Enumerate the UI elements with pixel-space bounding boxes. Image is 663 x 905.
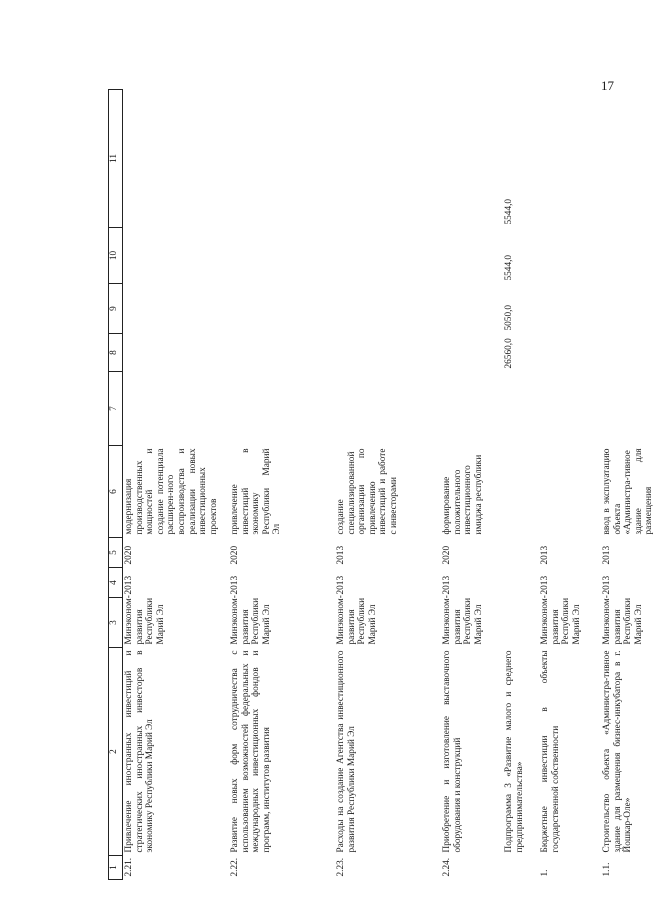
end-year: 2013 (540, 545, 550, 565)
cell-col-7 (123, 372, 230, 446)
cell-col-8 (229, 334, 335, 372)
table-row (335, 90, 441, 880)
funding-col-9: 5050,0 (504, 304, 514, 331)
cell-col-7 (335, 372, 441, 446)
row-number: 2.22. (230, 857, 240, 877)
header-cell: 1 (109, 856, 123, 880)
measure-name: Приобретение и изготовление выставочного оборудования и конструкций (442, 650, 463, 853)
start-year: 2013 (602, 575, 612, 595)
expected-result: модернизация производственных мощностей и создание потенциала расширен-ного воспроизводства и реализации новых инвестиционных проектов (124, 448, 219, 535)
row-number: 2.24. (442, 857, 452, 877)
table-row (229, 90, 335, 880)
cell-col-10 (123, 228, 230, 284)
cell-col-9 (335, 284, 441, 334)
executor: Минэконом-развития Республики Марий Эл (442, 595, 484, 645)
column-number-header (109, 90, 123, 880)
measure-name: Привлечение иностранных инвестиций и стратегических иностранных инвесторов в экономику Республики Марий Эл (124, 650, 156, 853)
start-year: 2013 (230, 575, 240, 595)
expected-result: привлечение инвестиций в экономику Республики Марий Эл (230, 448, 283, 535)
cell-col-8 (539, 334, 601, 372)
cell-col-9 (123, 284, 230, 334)
executor: Минэконом-развития Республики Марий Эл (124, 595, 166, 645)
executor: Минэконом-развития Республики Марий Эл (540, 595, 582, 645)
end-year: 2020 (230, 545, 240, 565)
cell-col-7 (539, 372, 601, 446)
cell-col-10 (601, 228, 663, 284)
cell-col-7 (229, 372, 335, 446)
cell-col-8 (441, 334, 503, 372)
cell-col-9 (229, 284, 335, 334)
end-year: 2020 (442, 545, 452, 565)
expected-result (503, 446, 539, 538)
cell-col-11 (601, 90, 663, 228)
expected-result (539, 446, 601, 538)
cell-col-11 (539, 90, 601, 228)
cell-col-11 (441, 90, 503, 228)
cell-col-8 (601, 334, 663, 372)
header-cell: 8 (109, 334, 123, 372)
row-number: 1.1. (602, 862, 612, 877)
end-year (503, 538, 539, 568)
table-row (441, 90, 503, 880)
header-cell: 2 (109, 648, 123, 856)
executor: Минэконом-развития Республики Марий Эл (336, 595, 378, 645)
header-cell: 11 (109, 90, 123, 228)
table-row (601, 90, 663, 880)
header-cell: 7 (109, 372, 123, 446)
start-year: 2013 (540, 575, 550, 595)
executor: Минэконом-развития Республики Марий Эл (602, 595, 644, 645)
rotated-table-sheet (108, 90, 655, 880)
header-cell: 3 (109, 598, 123, 648)
cell-col-11 (229, 90, 335, 228)
cell-col-7 (601, 372, 663, 446)
program-measures-table (108, 89, 663, 880)
cell-col-11 (335, 90, 441, 228)
row-number: 1. (540, 869, 550, 877)
expected-result: создание специализированной организации по привлечению инвестиций и работе с инвесторами (336, 448, 399, 535)
funding-total: 26560,0 (504, 338, 514, 369)
measure-name: Развитие новых форм сотрудничества с использованием возможностей федеральных и международных инвестиционных фондов и программ, институтов развития (230, 650, 272, 853)
start-year: 2013 (124, 575, 134, 595)
cell-col-8 (123, 334, 230, 372)
end-year: 2013 (336, 545, 346, 565)
end-year: 2013 (602, 545, 612, 565)
cell-col-9 (539, 284, 601, 334)
header-cell: 5 (109, 538, 123, 568)
cell-col-10 (335, 228, 441, 284)
executor (503, 598, 539, 648)
start-year: 2013 (442, 575, 452, 595)
measure-name: Строительство объекта «Администра-тивное здание для размещения бизнес-инкубатора в г. Йошкар-Оле» (602, 650, 634, 853)
row-number: 2.23. (336, 857, 346, 877)
header-cell: 9 (109, 284, 123, 334)
cell-col-10 (229, 228, 335, 284)
start-year (503, 568, 539, 598)
funding-col-10: 5544,0 (504, 254, 514, 281)
cell-col-7 (503, 372, 539, 446)
cell-col-10 (441, 228, 503, 284)
cell-col-8 (335, 334, 441, 372)
subprogram-title: Подпрограмма 3 «Развитие малого и среднего предпринимательства» (504, 650, 525, 853)
measure-name: Расходы на создание Агентства инвестиционного развития Республики Марий Эл (336, 650, 357, 853)
cell-col-9 (441, 284, 503, 334)
end-year: 2020 (124, 545, 134, 565)
expected-result: формирование положительного инвестиционного имиджа республики (442, 454, 484, 535)
cell-col-9 (601, 284, 663, 334)
cell-col-11 (123, 90, 230, 228)
measure-name: Бюджетные инвестиции в объекты государственной собственности (540, 650, 561, 853)
header-cell: 10 (109, 228, 123, 284)
table-row (123, 90, 230, 880)
row-number: 2.21. (124, 857, 134, 877)
executor: Минэконом-развития Республики Марий Эл (230, 595, 272, 645)
funding-col-11: 5544,0 (504, 198, 514, 225)
page-number: 17 (601, 78, 614, 93)
table-row (539, 90, 601, 880)
row-number (503, 856, 539, 880)
header-cell: 4 (109, 568, 123, 598)
start-year: 2013 (336, 575, 346, 595)
cell-col-10 (539, 228, 601, 284)
header-cell: 6 (109, 446, 123, 538)
subprogram-row (503, 90, 539, 880)
expected-result: ввод в эксплуатацию объекта «Администра-тивное здание для размещения (602, 448, 655, 535)
cell-col-7 (441, 372, 503, 446)
